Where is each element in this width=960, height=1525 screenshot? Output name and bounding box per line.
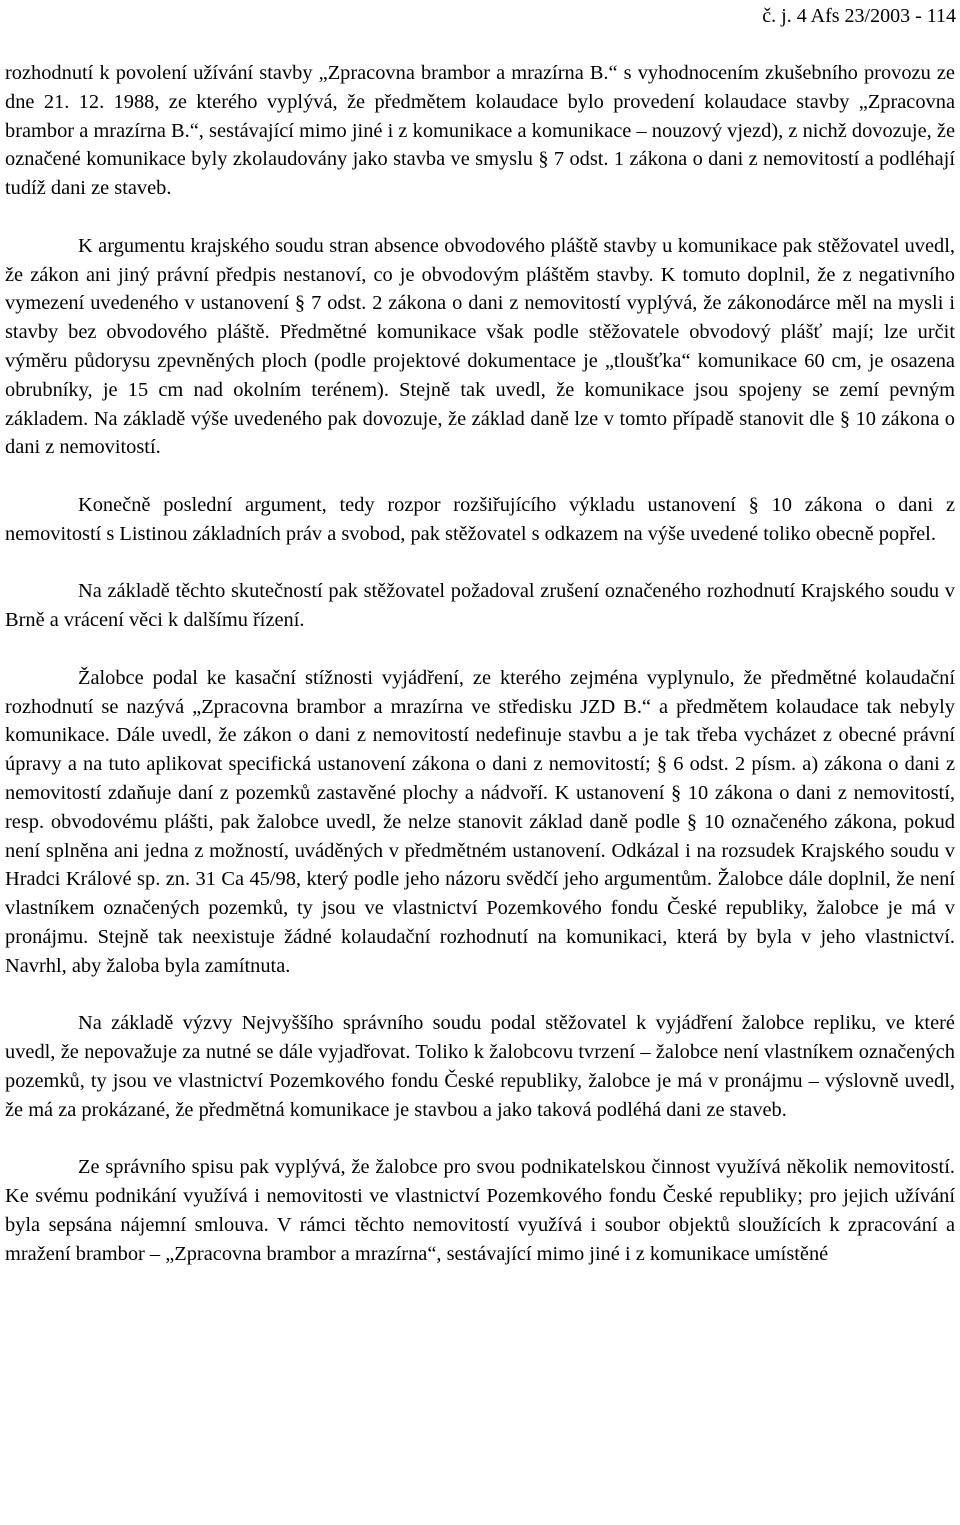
- paragraph-listina: Konečně poslední argument, tedy rozpor rozšiřujícího výkladu ustanovení § 10 zákona o dani z nemovitostí s Listinou základních práv a svobod, pak stěžovatel s odkazem na výše uvedené toliko obecně popřel.: [5, 493, 955, 545]
- paragraph-continuation: rozhodnutí k povolení užívání stavby „Zpracovna brambor a mrazírna B.“ s vyhodnocením zkušebního provozu ze dne 21. 12. 1988, ze kterého vyplývá, že předmětem kolaudace bylo provedení kolaudace stavby „Zpracovna brambor a mrazírna B.“, sestávající mimo jiné i z komunikace a komunikace – nouzový vjezd), z nichž dovozuje, že označené komunikace byly zkolaudovány jako stavba ve smyslu § 7 odst. 1 zákona o dani z nemovitostí a podléhají tudíž dani ze staveb.: [5, 62, 955, 200]
- paragraph-pozadavek: Na základě těchto skutečností pak stěžovatel požadoval zrušení označeného rozhodnutí Krajského soudu v Brně a vrácení věci k dalšímu řízení.: [5, 580, 955, 632]
- document-body: [5, 59, 955, 1297]
- paragraph-spravni-spis: Ze správního spisu pak vyplývá, že žalobce pro svou podnikatelskou činnost využívá několik nemovitostí. Ke svému podnikání využívá i nemovitosti ve vlastnictví Pozemkového fondu České republiky; pro jejich užívání byla sepsána nájemní smlouva. V rámci těchto nemovitostí využívá i soubor objektů sloužících k zpracování a mražení brambor – „Zpracovna brambor a mrazírna“, sestávající mimo jiné i z komunikace umístěné: [5, 1156, 955, 1265]
- paragraph-replika: Na základě výzvy Nejvyššího správního soudu podal stěžovatel k vyjádření žalobce repliku, ve které uvedl, že nepovažuje za nutné se dále vyjadřovat. Toliko k žalobcovu tvrzení – žalobce není vlastníkem označených pozemků, ty jsou ve vlastnictví Pozemkového fondu České republiky, žalobce je má v pronájmu – výslovně uvedl, že má za prokázané, že předmětná komunikace je stavbou a jako taková podléhá dani ze staveb.: [5, 1012, 955, 1121]
- case-number-header: č. j. 4 Afs 23/2003 - 114: [762, 5, 956, 27]
- paragraph-obvodovy-plast: K argumentu krajského soudu stran absence obvodového pláště stavby u komunikace pak stěžovatel uvedl, že zákon ani jiný právní předpis nestanoví, co je obvodovým pláštěm stavby. K tomuto doplnil, že z negativního vymezení uvedeného v ustanovení § 7 odst. 2 zákona o dani z nemovitostí vyplývá, že zákonodárce měl na mysli i stavby bez obvodového pláště. Předmětné komunikace však podle stěžovatele obvodový plášť mají; lze určit výměru půdorysu zpevněných ploch (podle projektové dokumentace je „tloušťka“ komunikace 60 cm, je osazena obrubníky, je 15 cm nad okolním terénem). Stejně tak uvedl, že komunikace jsou spojeny se zemí pevným základem. Na základě výše uvedeného pak dovozuje, že základ daně lze v tomto případě stanovit dle § 10 zákona o dani z nemovitostí.: [5, 234, 955, 459]
- paragraph-vyjadreni-zalobce: Žalobce podal ke kasační stížnosti vyjádření, ze kterého zejména vyplynulo, že předmětné kolaudační rozhodnutí se nazývá „Zpracovna brambor a mrazírna ve středisku JZD B.“ a předmětem kolaudace tak nebyly komunikace. Dále uvedl, že zákon o dani z nemovitostí nedefinuje stavbu a je tak třeba vycházet z obecné právní úpravy a na tuto aplikovat specifická ustanovení zákona o dani z nemovitostí; § 6 odst. 2 písm. a) zákona o dani z nemovitostí zdaňuje daní z pozemků zastavěné plochy a nádvoří. K ustanovení § 10 zákona o dani z nemovitostí, resp. obvodovému plášti, pak žalobce uvedl, že nelze stanovit základ daně podle § 10 označeného zákona, pokud není splněna ani jedna z možností, uváděných v předmětném ustanovení. Odkázal i na rozsudek Krajského soudu v Hradci Králové sp. zn. 31 Ca 45/98, který podle jeho názoru svědčí jeho argumentům. Žalobce dále doplnil, že není vlastníkem označených pozemků, ty jsou ve vlastnictví Pozemkového fondu České republiky, žalobce je má v pronájmu. Stejně tak neexistuje žádné kolaudační rozhodnutí na komunikaci, která by byla v jeho vlastnictví. Navrhl, aby žaloba byla zamítnuta.: [5, 666, 955, 977]
